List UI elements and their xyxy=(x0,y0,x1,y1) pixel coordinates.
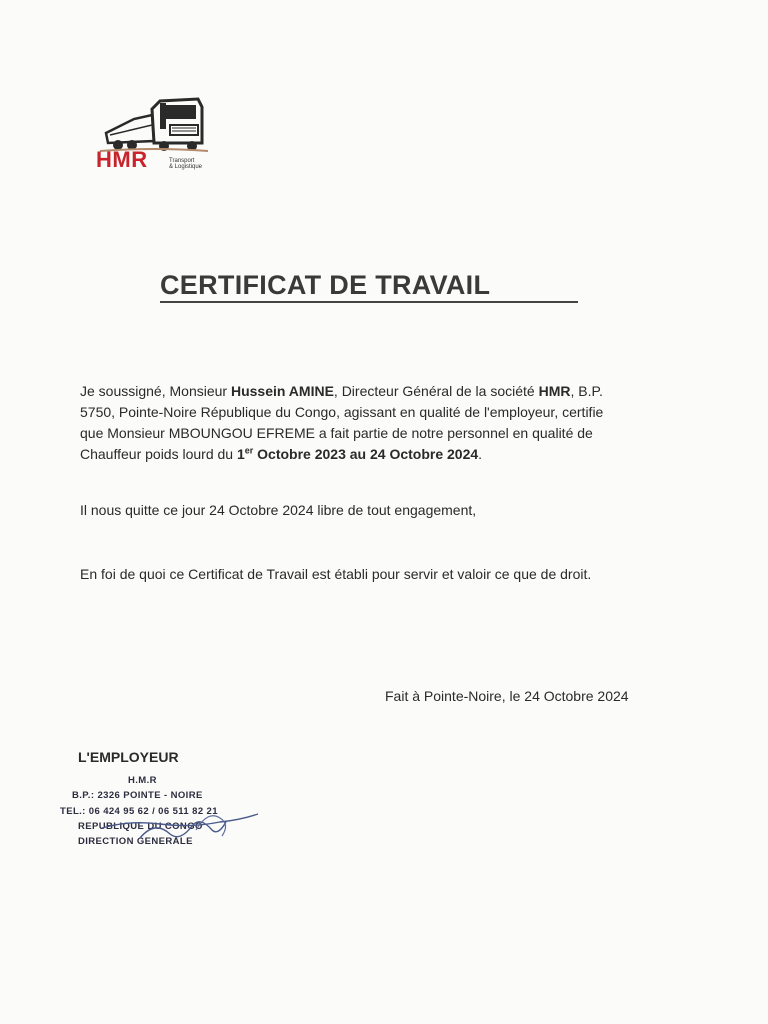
text-run: Octobre 2023 au 24 Octobre 2024 xyxy=(253,446,479,462)
stamp-line-4: REPUBLIQUE DU CONGO xyxy=(78,821,203,832)
document-title: CERTIFICAT DE TRAVAIL xyxy=(160,270,491,300)
director-name: Hussein AMINE xyxy=(230,383,334,399)
text-run: . xyxy=(478,446,483,462)
employee-name: MBOUNGOU EFREME xyxy=(168,425,315,441)
text-run: Je soussigné, Monsieur xyxy=(80,383,231,399)
logo-brand-text: HMR xyxy=(96,147,148,172)
truck-icon xyxy=(94,95,214,155)
text-run: Chauffeur poids lourd du xyxy=(80,446,237,462)
stamp-line-5: DIRECTION GENERALE xyxy=(78,836,193,847)
logo-tagline xyxy=(169,158,219,170)
paragraph-line-2: 5750, Pointe-Noire République du Congo, agissant en qualité de l'employeur, certifie xyxy=(80,404,604,420)
title-underline xyxy=(160,301,578,303)
place-date: Fait à Pointe-Noire, le 24 Octobre 2024 xyxy=(385,688,629,704)
closing-paragraph: En foi de quoi ce Certificat de Travail est établi pour servir et valoir ce que de droit. xyxy=(80,566,592,582)
signature-mark xyxy=(100,800,260,845)
paragraph-line-3 xyxy=(80,423,680,444)
text-run: a fait partie de notre personnel en qualité de xyxy=(314,425,593,441)
stamp-line-1: H.M.R xyxy=(128,775,157,786)
signatory-label: L'EMPLOYEUR xyxy=(78,749,179,765)
superscript: er xyxy=(244,445,254,456)
paragraph-line-1 xyxy=(80,381,680,402)
text-run: , Directeur Général de la société xyxy=(333,383,539,399)
logo-tagline-line2: & Logistique xyxy=(169,164,203,170)
certificate-paragraph xyxy=(80,381,680,465)
company-logo xyxy=(94,95,224,185)
logo-tagline-line1: Transport xyxy=(169,158,195,164)
company-name: HMR xyxy=(538,383,571,399)
stamp-line-3: TEL.: 06 424 95 62 / 06 511 82 21 xyxy=(60,806,218,817)
departure-paragraph: Il nous quitte ce jour 24 Octobre 2024 libre de tout engagement, xyxy=(80,502,477,518)
text-run: 1 xyxy=(236,446,245,462)
stamp-line-2: B.P.: 2326 POINTE - NOIRE xyxy=(72,790,203,801)
text-run: , B.P. xyxy=(570,383,603,399)
paragraph-line-4 xyxy=(80,444,680,465)
text-run: que Monsieur xyxy=(80,425,169,441)
employment-period xyxy=(237,446,478,462)
